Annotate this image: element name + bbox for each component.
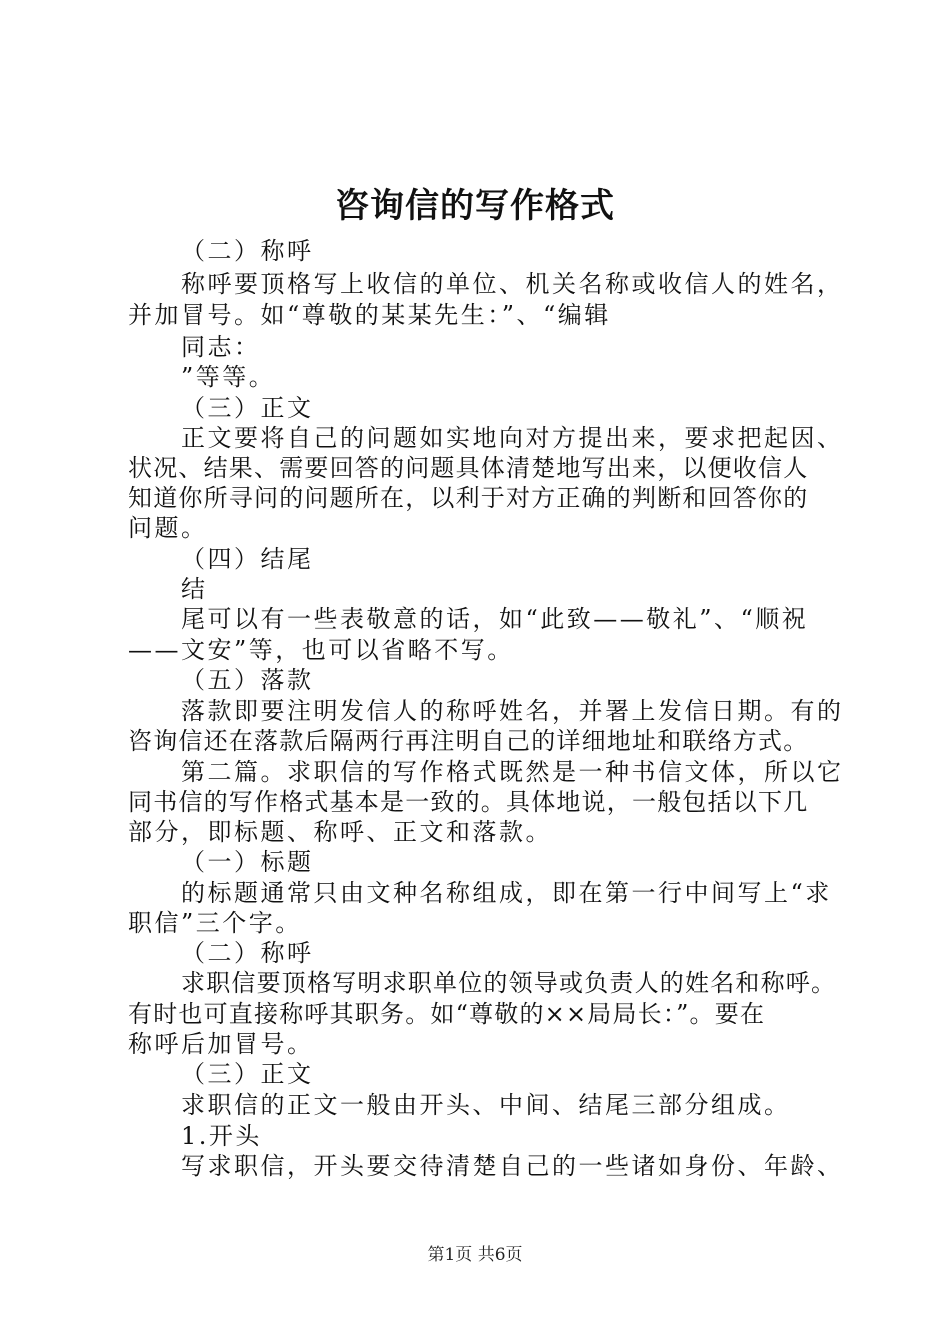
paragraph-line: 结 [181,575,208,603]
paragraph-line: 并加冒号。如“尊敬的某某先生：”、“编辑 [128,301,611,329]
paragraph-line: 职信”三个字。 [128,909,302,937]
paragraph-line: 称呼要顶格写上收信的单位、机关名称或收信人的姓名， [181,270,844,298]
section-heading: （三）正文 [181,394,314,422]
paragraph-line: 正文要将自己的问题如实地向对方提出来，要求把起因、 [181,424,844,452]
paragraph-line: 落款即要注明发信人的称呼姓名，并署上发信日期。有的 [181,697,844,725]
section-heading: （三）正文 [181,1060,314,1088]
paragraph-line: ”等等。 [181,363,276,391]
paragraph-line: 尾可以有一些表敬意的话，如“此致——敬礼”、“顺祝 [181,605,809,633]
section-heading: （四）结尾 [181,545,314,573]
paragraph-line: 求职信要顶格写明求职单位的领导或负责人的姓名和称呼。 [181,969,837,997]
page-number-footer: 第1页 共6页 [427,1245,523,1265]
paragraph-line: 部分，即标题、称呼、正文和落款。 [128,818,552,846]
paragraph-line: 有时也可直接称呼其职务。如“尊敬的××局局长：”。要在 [128,1000,766,1028]
paragraph-line: 同书信的写作格式基本是一致的。具体地说，一般包括以下几 [128,788,809,816]
paragraph-line: 第二篇。求职信的写作格式既然是一种书信文体，所以它 [181,758,844,786]
paragraph-line: 称呼后加冒号。 [128,1030,314,1058]
paragraph-line: 同志： [181,333,261,361]
paragraph-line: 知道你所寻问的问题所在，以利于对方正确的判断和回答你的 [128,484,809,512]
paragraph-line: 写求职信，开头要交待清楚自己的一些诸如身份、年龄、 [181,1152,844,1180]
section-heading: （二）称呼 [181,237,314,265]
document-title: 咨询信的写作格式 [335,186,615,226]
section-heading: （五）落款 [181,666,314,694]
paragraph-line: 状况、结果、需要回答的问题具体清楚地写出来，以便收信人 [128,454,809,482]
section-heading: （一）标题 [181,848,314,876]
section-heading: （二）称呼 [181,939,314,967]
paragraph-line: 咨询信还在落款后隔两行再注明自己的详细地址和联络方式。 [128,727,809,755]
subsection-heading: 1.开头 [181,1122,262,1150]
paragraph-line: 求职信的正文一般由开头、中间、结尾三部分组成。 [181,1091,791,1119]
paragraph-line: 的标题通常只由文种名称组成，即在第一行中间写上“求 [181,879,832,907]
paragraph-line: ——文安”等，也可以省略不写。 [128,636,514,664]
paragraph-line: 问题。 [128,514,208,542]
